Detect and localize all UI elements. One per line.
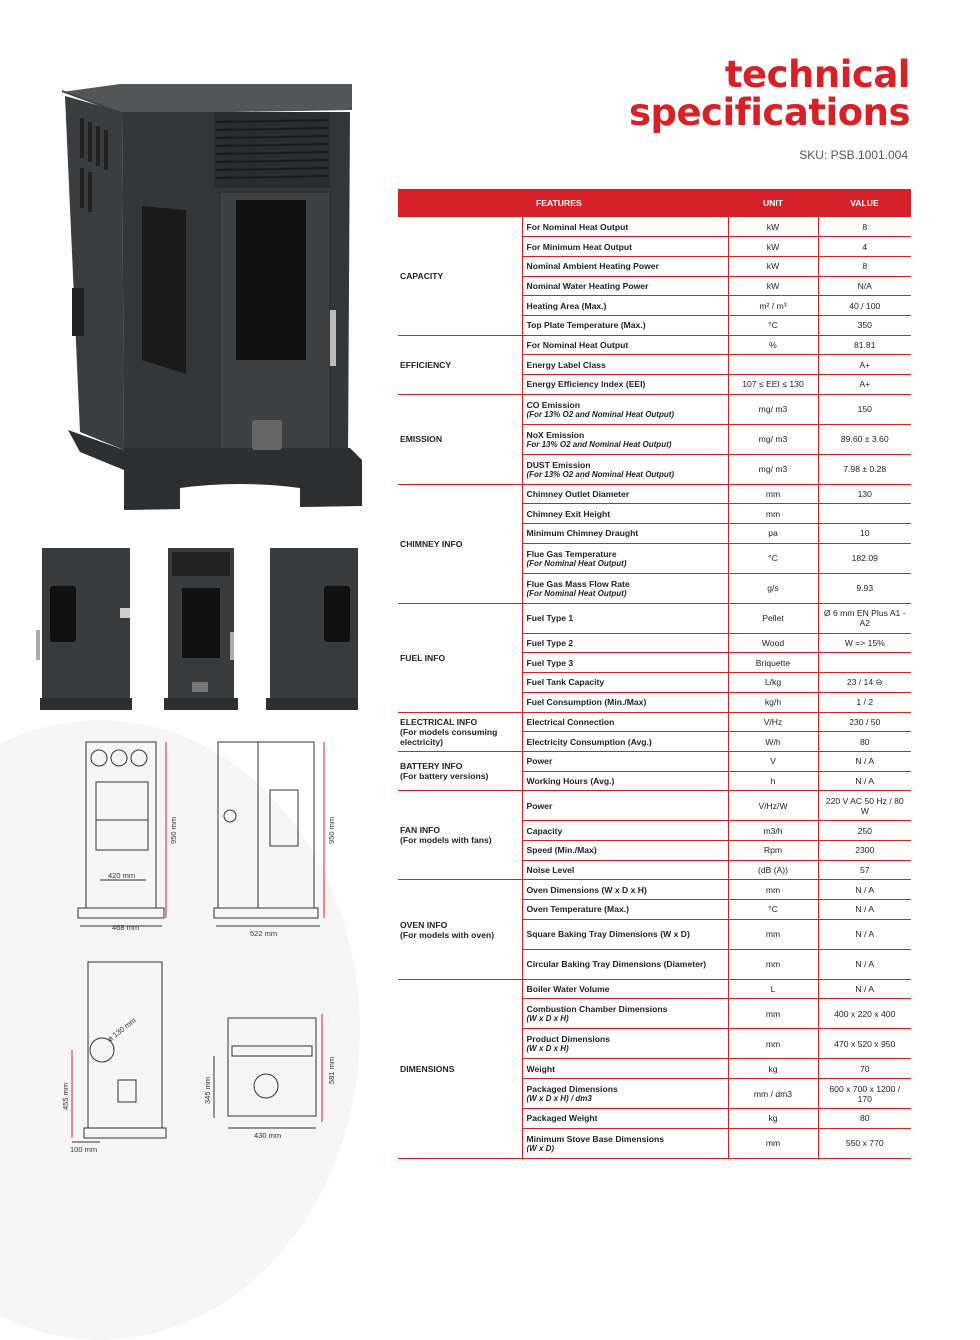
unit-cell: kW <box>728 276 818 296</box>
feature-name: Fuel Tank Capacity <box>526 677 605 688</box>
unit-cell: V/Hz <box>728 712 818 732</box>
group-label <box>398 751 522 790</box>
feature-cell <box>522 949 728 979</box>
table-row <box>398 394 911 424</box>
table-row <box>398 217 911 237</box>
group-name: ELECTRICAL INFO <box>400 716 478 727</box>
group-label <box>398 335 522 394</box>
feature-name: Speed (Min./Max) <box>526 845 597 856</box>
value-cell: 81.81 <box>818 335 911 355</box>
value-cell: 600 x 700 x 1200 / 170 <box>818 1079 911 1109</box>
unit-cell: kg/h <box>728 692 818 712</box>
value-cell: 230 / 50 <box>818 712 911 732</box>
group-name: CAPACITY <box>400 270 444 281</box>
spec-table-body <box>398 217 911 1158</box>
unit-cell: mm <box>728 999 818 1029</box>
feature-cell <box>522 732 728 752</box>
spec-table <box>398 189 911 1159</box>
value-cell: 2300 <box>818 840 911 860</box>
unit-cell <box>728 355 818 375</box>
sku-label: SKU: PSB.1001.004 <box>799 148 908 162</box>
rear-offset-label: 100 mm <box>70 1145 98 1154</box>
feature-cell <box>522 1079 728 1109</box>
group-name: BATTERY INFO <box>400 761 463 772</box>
group-name: FAN INFO <box>400 825 441 836</box>
group-name: OVEN INFO <box>400 919 448 930</box>
header-features: FEATURES <box>522 189 728 217</box>
unit-cell: °C <box>728 315 818 335</box>
value-cell <box>818 653 911 673</box>
feature-name: Packaged Weight <box>526 1113 598 1124</box>
feature-cell <box>522 673 728 693</box>
value-cell: 40 / 100 <box>818 296 911 316</box>
group-label <box>398 484 522 603</box>
feature-name: Nominal Ambient Heating Power <box>526 261 659 272</box>
value-cell <box>818 504 911 524</box>
title-line-2: specifications <box>628 91 910 134</box>
table-row <box>398 335 911 355</box>
value-cell: N / A <box>818 949 911 979</box>
table-row <box>398 484 911 504</box>
value-cell: 89.60 ± 3.60 <box>818 424 911 454</box>
unit-cell: V <box>728 751 818 771</box>
value-cell: 57 <box>818 860 911 880</box>
value-cell: W => 15% <box>818 633 911 653</box>
feature-note: (W x D) <box>526 1143 555 1153</box>
feature-name: Oven Temperature (Max.) <box>526 904 630 915</box>
front-inner-width-label: 420 mm <box>108 871 136 880</box>
unit-cell: Pellet <box>728 603 818 633</box>
side-depth-label: 522 mm <box>250 929 278 938</box>
value-cell: 70 <box>818 1059 911 1079</box>
feature-name: Noise Level <box>526 864 575 875</box>
feature-name: Minimum Stove Base Dimensions <box>526 1133 665 1144</box>
feature-name: Working Hours (Avg.) <box>526 775 615 786</box>
feature-name: Circular Baking Tray Dimensions (Diameter) <box>526 959 707 970</box>
group-name: CHIMNEY INFO <box>400 538 463 549</box>
feature-cell <box>522 771 728 791</box>
feature-name: Packaged Dimensions <box>526 1084 618 1095</box>
rear-flue-height-label: 455 mm <box>61 1082 70 1110</box>
unit-cell: kg <box>728 1059 818 1079</box>
feature-name: Square Baking Tray Dimensions (W x D) <box>526 929 690 940</box>
unit-cell: mm <box>728 1128 818 1158</box>
feature-cell <box>522 1029 728 1059</box>
feature-cell <box>522 484 728 504</box>
top-width-label: 430 mm <box>254 1131 282 1140</box>
feature-cell <box>522 900 728 920</box>
feature-name: Electricity Consumption (Avg.) <box>526 736 652 747</box>
unit-cell: Briquette <box>728 653 818 673</box>
rear-technical-drawing <box>72 962 166 1142</box>
group-label <box>398 979 522 1158</box>
feature-name: Energy Efficiency Index (EEI) <box>526 379 646 390</box>
feature-cell <box>522 276 728 296</box>
front-width-label: 468 mm <box>112 923 140 932</box>
unit-cell: mm <box>728 484 818 504</box>
group-label <box>398 603 522 712</box>
unit-cell: mg/ m3 <box>728 394 818 424</box>
side-height-label: 950 mm <box>327 816 336 844</box>
unit-cell: g/s <box>728 573 818 603</box>
feature-cell <box>522 979 728 999</box>
stove-front-view <box>164 548 238 710</box>
group-name: DIMENSIONS <box>400 1063 455 1074</box>
value-cell: 9.93 <box>818 573 911 603</box>
stove-main-render <box>62 84 362 510</box>
feature-cell <box>522 603 728 633</box>
value-cell: N / A <box>818 919 911 949</box>
unit-cell: mm <box>728 880 818 900</box>
unit-cell: m² / m³ <box>728 296 818 316</box>
value-cell: 220 V AC 50 Hz / 80 W <box>818 791 911 821</box>
unit-cell: °C <box>728 900 818 920</box>
feature-name: Oven Dimensions (W x D x H) <box>526 884 647 895</box>
table-row <box>398 880 911 900</box>
feature-cell <box>522 504 728 524</box>
feature-cell <box>522 999 728 1029</box>
feature-cell <box>522 1109 728 1129</box>
feature-note: (W x D x H) / dm3 <box>526 1094 592 1104</box>
feature-cell <box>522 454 728 484</box>
table-row <box>398 791 911 821</box>
feature-note: (For Nominal Heat Output) <box>526 558 627 568</box>
feature-name: Top Plate Temperature (Max.) <box>526 320 646 331</box>
unit-cell: % <box>728 335 818 355</box>
top-inner-height-label: 345 mm <box>203 1076 212 1104</box>
feature-name: Capacity <box>526 825 563 836</box>
feature-cell <box>522 751 728 771</box>
feature-cell <box>522 633 728 653</box>
feature-cell <box>522 1059 728 1079</box>
feature-cell <box>522 692 728 712</box>
value-cell: 130 <box>818 484 911 504</box>
unit-cell: mm <box>728 1029 818 1059</box>
unit-cell: Wood <box>728 633 818 653</box>
unit-cell: mm <box>728 504 818 524</box>
value-cell: N / A <box>818 880 911 900</box>
feature-cell <box>522 791 728 821</box>
value-cell: 7.98 ± 0.28 <box>818 454 911 484</box>
front-technical-drawing <box>78 742 166 926</box>
feature-name: Power <box>526 756 553 767</box>
value-cell: A+ <box>818 355 911 375</box>
value-cell: 8 <box>818 217 911 237</box>
feature-name: Fuel Type 1 <box>526 613 574 624</box>
table-row <box>398 751 911 771</box>
unit-cell: mm <box>728 919 818 949</box>
group-label <box>398 712 522 751</box>
value-cell: 182.09 <box>818 543 911 573</box>
unit-cell: kW <box>728 237 818 257</box>
feature-cell <box>522 296 728 316</box>
product-illustrations <box>0 0 400 1232</box>
feature-name: NoX Emission <box>526 429 585 440</box>
group-label <box>398 217 522 335</box>
unit-cell: kg <box>728 1109 818 1129</box>
feature-cell <box>522 237 728 257</box>
feature-name: Combustion Chamber Dimensions <box>526 1004 668 1015</box>
feature-name: Fuel Type 2 <box>526 638 574 649</box>
feature-note: (For Nominal Heat Output) <box>526 588 627 598</box>
rear-flue-diameter-label: ø 130 mm <box>105 1015 138 1044</box>
feature-cell <box>522 524 728 544</box>
value-cell: 4 <box>818 237 911 257</box>
table-row <box>398 979 911 999</box>
feature-cell <box>522 712 728 732</box>
feature-name: Chimney Outlet Diameter <box>526 489 630 500</box>
feature-name: Product Dimensions <box>526 1034 611 1045</box>
header-value: VALUE <box>818 189 911 217</box>
value-cell: 350 <box>818 315 911 335</box>
unit-cell: V/Hz/W <box>728 791 818 821</box>
feature-name: DUST Emission <box>526 459 591 470</box>
unit-cell: pa <box>728 524 818 544</box>
group-label <box>398 791 522 880</box>
page-title <box>628 53 910 134</box>
unit-cell: mg/ m3 <box>728 424 818 454</box>
stove-side-view-left <box>36 548 132 710</box>
feature-cell <box>522 424 728 454</box>
feature-name: Boiler Water Volume <box>526 984 610 995</box>
value-cell: 8 <box>818 256 911 276</box>
unit-cell: 107 ≤ EEI ≤ 130 <box>728 375 818 395</box>
unit-cell: L <box>728 979 818 999</box>
feature-name: Heating Area (Max.) <box>526 300 607 311</box>
table-row <box>398 603 911 633</box>
top-technical-drawing <box>214 1014 322 1128</box>
group-name: EMISSION <box>400 434 443 445</box>
feature-name: Nominal Water Heating Power <box>526 280 649 291</box>
header-unit: UNIT <box>728 189 818 217</box>
feature-cell <box>522 880 728 900</box>
value-cell: 80 <box>818 1109 911 1129</box>
unit-cell: (dB (A)) <box>728 860 818 880</box>
top-height-label: 581 mm <box>327 1056 336 1084</box>
value-cell: 550 x 770 <box>818 1128 911 1158</box>
unit-cell: L/kg <box>728 673 818 693</box>
feature-cell <box>522 394 728 424</box>
feature-cell <box>522 375 728 395</box>
group-subtitle: (For models consuming electricity) <box>400 726 498 747</box>
feature-name: Minimum Chimney Draught <box>526 528 639 539</box>
feature-cell <box>522 573 728 603</box>
unit-cell: mm / dm3 <box>728 1079 818 1109</box>
table-row <box>398 712 911 732</box>
feature-cell <box>522 256 728 276</box>
unit-cell: kW <box>728 256 818 276</box>
value-cell: N / A <box>818 751 911 771</box>
group-label <box>398 880 522 979</box>
unit-cell: mg/ m3 <box>728 454 818 484</box>
title-line-1: technical <box>724 53 910 96</box>
feature-note: For 13% O2 and Nominal Heat Output) <box>526 439 672 449</box>
feature-name: Weight <box>526 1063 555 1074</box>
unit-cell: mm <box>728 949 818 979</box>
feature-name: Electrical Connection <box>526 716 615 727</box>
feature-name: For Minimum Heat Output <box>526 241 633 252</box>
feature-cell <box>522 840 728 860</box>
feature-name: Fuel Consumption (Min./Max) <box>526 697 647 708</box>
value-cell: 400 x 220 x 400 <box>818 999 911 1029</box>
feature-note: (W x D x H) <box>526 1044 569 1054</box>
feature-name: Flue Gas Mass Flow Rate <box>526 578 630 589</box>
side-technical-drawing <box>214 742 324 926</box>
value-cell: 23 / 14 ⊖ <box>818 673 911 693</box>
value-cell: N / A <box>818 900 911 920</box>
feature-name: Power <box>526 800 553 811</box>
feature-cell <box>522 1128 728 1158</box>
feature-cell <box>522 315 728 335</box>
value-cell: N / A <box>818 771 911 791</box>
feature-cell <box>522 217 728 237</box>
spec-table-header <box>398 189 911 217</box>
group-name: FUEL INFO <box>400 652 446 663</box>
feature-cell <box>522 919 728 949</box>
value-cell: N/A <box>818 276 911 296</box>
unit-cell: h <box>728 771 818 791</box>
front-height-label: 950 mm <box>169 816 178 844</box>
feature-note: (For 13% O2 and Nominal Heat Output) <box>526 469 675 479</box>
feature-name: Fuel Type 3 <box>526 657 574 668</box>
value-cell: 80 <box>818 732 911 752</box>
unit-cell: W/h <box>728 732 818 752</box>
feature-cell <box>522 653 728 673</box>
unit-cell: °C <box>728 543 818 573</box>
feature-name: CO Emission <box>526 399 580 410</box>
feature-name: Flue Gas Temperature <box>526 548 617 559</box>
value-cell: 150 <box>818 394 911 424</box>
feature-cell <box>522 335 728 355</box>
unit-cell: m3/h <box>728 821 818 841</box>
stove-side-view-right <box>266 548 358 710</box>
feature-name: For Nominal Heat Output <box>526 221 629 232</box>
value-cell: 470 x 520 x 950 <box>818 1029 911 1059</box>
value-cell: A+ <box>818 375 911 395</box>
group-name: EFFICIENCY <box>400 359 452 370</box>
value-cell: Ø 6 mm EN Plus A1 - A2 <box>818 603 911 633</box>
group-subtitle: (For models with oven) <box>400 929 495 940</box>
feature-name: Chimney Exit Height <box>526 508 611 519</box>
feature-cell <box>522 355 728 375</box>
feature-cell <box>522 821 728 841</box>
feature-note: (For 13% O2 and Nominal Heat Output) <box>526 409 675 419</box>
value-cell: 10 <box>818 524 911 544</box>
group-label <box>398 394 522 484</box>
value-cell: 1 / 2 <box>818 692 911 712</box>
feature-cell <box>522 860 728 880</box>
unit-cell: Rpm <box>728 840 818 860</box>
group-subtitle: (For battery versions) <box>400 771 489 782</box>
value-cell: 250 <box>818 821 911 841</box>
feature-name: For Nominal Heat Output <box>526 339 629 350</box>
value-cell: N / A <box>818 979 911 999</box>
feature-cell <box>522 543 728 573</box>
group-subtitle: (For models with fans) <box>400 835 492 846</box>
unit-cell: kW <box>728 217 818 237</box>
feature-name: Energy Label Class <box>526 359 606 370</box>
feature-note: (W x D x H) <box>526 1014 569 1024</box>
